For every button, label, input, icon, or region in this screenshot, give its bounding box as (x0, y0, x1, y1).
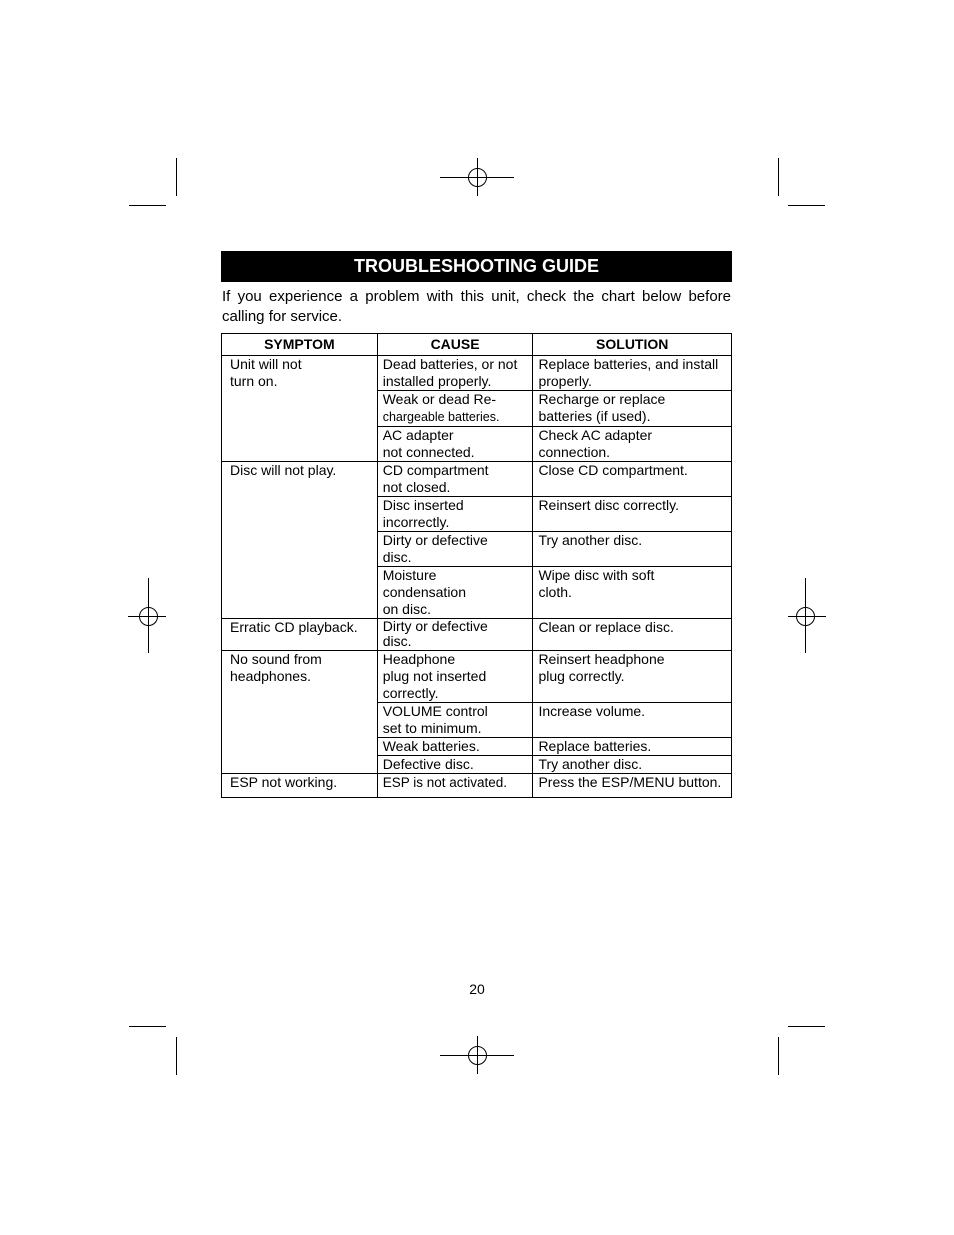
solution-cell: Increase volume. (533, 703, 732, 738)
cause-line: chargeable batteries. (382, 410, 500, 424)
cause-cell: Headphone plug not inserted correctly. (377, 651, 533, 703)
solution-cell: Reinsert disc correctly. (533, 497, 732, 532)
symptom-cell: Unit will not turn on. (222, 356, 378, 462)
table-row (222, 356, 732, 391)
table-row (222, 774, 732, 798)
header-cause: CAUSE (377, 334, 533, 356)
solution-cell: Clean or replace disc. (533, 619, 732, 651)
page-number: 20 (469, 981, 485, 997)
solution-cell: Wipe disc with soft cloth. (533, 567, 732, 619)
cause-cell: Dirty or defective disc. (377, 532, 533, 567)
cause-cell: AC adapter not connected. (377, 427, 533, 462)
cause-line: Weak or dead Re- (382, 391, 497, 407)
cause-cell: VOLUME control set to minimum. (377, 703, 533, 738)
table-row (222, 651, 732, 703)
table-row (222, 619, 732, 651)
troubleshooting-table (221, 333, 732, 798)
solution-cell: Check AC adapter connection. (533, 427, 732, 462)
cause-cell: Disc inserted incorrectly. (377, 497, 533, 532)
intro-text: If you experience a problem with this unit, check the chart below before calling for service. (222, 288, 731, 325)
table-header-row (222, 334, 732, 356)
cause-cell: Weak batteries. (377, 738, 533, 756)
table-row (222, 462, 732, 497)
header-solution: SOLUTION (533, 334, 732, 356)
symptom-cell: Erratic CD playback. (222, 619, 378, 651)
cause-cell: Moisture condensation on disc. (377, 567, 533, 619)
page-title: TROUBLESHOOTING GUIDE (221, 251, 732, 282)
solution-cell: Reinsert headphone plug correctly. (533, 651, 732, 703)
solution-cell: Close CD compartment. (533, 462, 732, 497)
cause-cell: Dirty or defective disc. (377, 619, 533, 651)
cause-cell: CD compartment not closed. (377, 462, 533, 497)
header-symptom: SYMPTOM (222, 334, 378, 356)
symptom-cell: No sound from headphones. (222, 651, 378, 774)
symptom-cell: ESP not working. (222, 774, 378, 798)
solution-cell: Replace batteries, and install properly. (533, 356, 732, 391)
solution-cell: Try another disc. (533, 532, 732, 567)
solution-cell: Replace batteries. (533, 738, 732, 756)
cause-cell (377, 391, 533, 427)
solution-cell: Recharge or replace batteries (if used). (533, 391, 732, 427)
cause-cell: ESP is not activated. (377, 774, 533, 798)
solution-cell: Press the ESP/MENU button. (533, 774, 732, 798)
cause-cell: Dead batteries, or not installed properly. (377, 356, 533, 391)
symptom-cell: Disc will not play. (222, 462, 378, 619)
cause-cell: Defective disc. (377, 756, 533, 774)
solution-cell: Try another disc. (533, 756, 732, 774)
